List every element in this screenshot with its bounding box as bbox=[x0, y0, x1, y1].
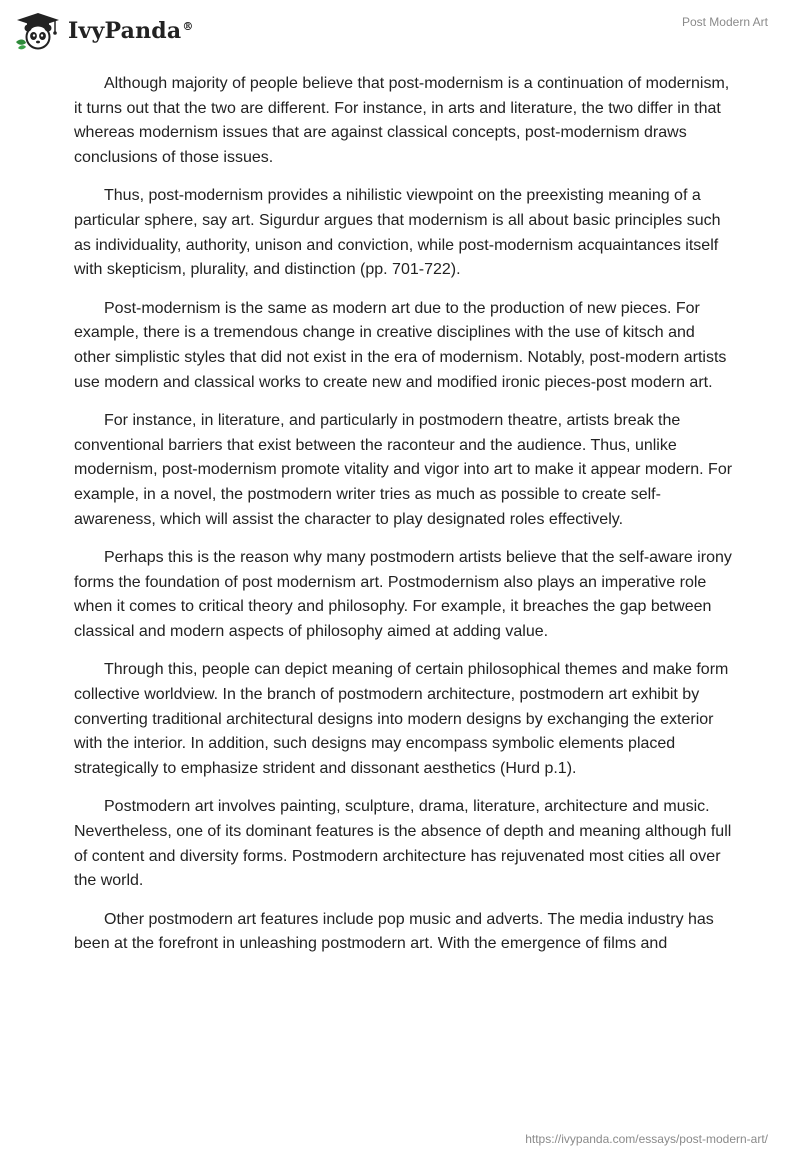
brand-name: IvyPanda® bbox=[68, 18, 194, 44]
document-title: Post Modern Art bbox=[681, 15, 768, 29]
paragraph: Although majority of people believe that post-modernism is a continuation of modernism, it turns out that the two are different. For instance, in arts and literature, the two differ in that whereas modernism issues that are against classical concepts, post-modernism draws conclusions of those issues. bbox=[74, 75, 730, 166]
page-header bbox=[0, 0, 800, 64]
paragraph: Thus, post-modernism provides a nihilistic viewpoint on the preexisting meaning of a particular sphere, say art. Sigurdur argues that modernism is all about basic principles such as individuality, authority, unison and conviction, while post-modernism acquaintances itself with skepticism, plurality, and distinction (pp. 701-722). bbox=[74, 187, 721, 279]
paragraph: Post-modernism is the same as modern art due to the production of new pieces. For example, there is a tremendous change in creative disciplines with the use of kitsch and other simplistic styles that did not exist in the era of modernism. Notably, post-modern artists use modern and classical works to create new and modified ironic pieces-post modern art. bbox=[74, 299, 727, 391]
paragraph: Perhaps this is the reason why many postmodern artists believe that the self-aware irony forms the foundation of post modernism art. Postmodernism also plays an imperative role when it comes to critical theory and philosophy. For example, it breaches the gap between classical and modern aspects of philosophy aimed at adding value. bbox=[74, 549, 732, 640]
essay-body bbox=[74, 72, 734, 971]
paragraph: Through this, people can depict meaning of certain philosophical themes and make form collective worldview. In the branch of postmodern architecture, postmodern art exhibit by converting traditional architectural designs into modern designs by exchanging the exterior with the interior. In addition, such designs may encompass symbolic elements placed strategically to emphasize strident and dissonant aesthetics (Hurd p.1). bbox=[74, 661, 729, 777]
source-url[interactable]: https://ivypanda.com/essays/post-modern-art/ bbox=[525, 1132, 768, 1146]
paragraph: Other postmodern art features include pop music and adverts. The media industry has been at the forefront in unleashing postmodern art. With the emergence of films and bbox=[74, 910, 714, 953]
panda-graduate-icon bbox=[14, 12, 62, 50]
paragraph: For instance, in literature, and particularly in postmodern theatre, artists break the conventional barriers that exist between the raconteur and the audience. Thus, unlike modernism, post-modernism promote vitality and vigor into art to make it appear modern. For example, in a novel, the postmodern writer tries as much as possible to create self-awareness, which will assist the character to play designated roles effectively. bbox=[74, 412, 733, 528]
paragraph: Postmodern art involves painting, sculpture, drama, literature, architecture and music. Nevertheless, one of its dominant features is the absence of depth and meaning although full of content and diversity forms. Postmodern architecture has rejuvenated most cities all over the world. bbox=[74, 798, 732, 890]
ivypanda-logo[interactable] bbox=[14, 12, 194, 50]
